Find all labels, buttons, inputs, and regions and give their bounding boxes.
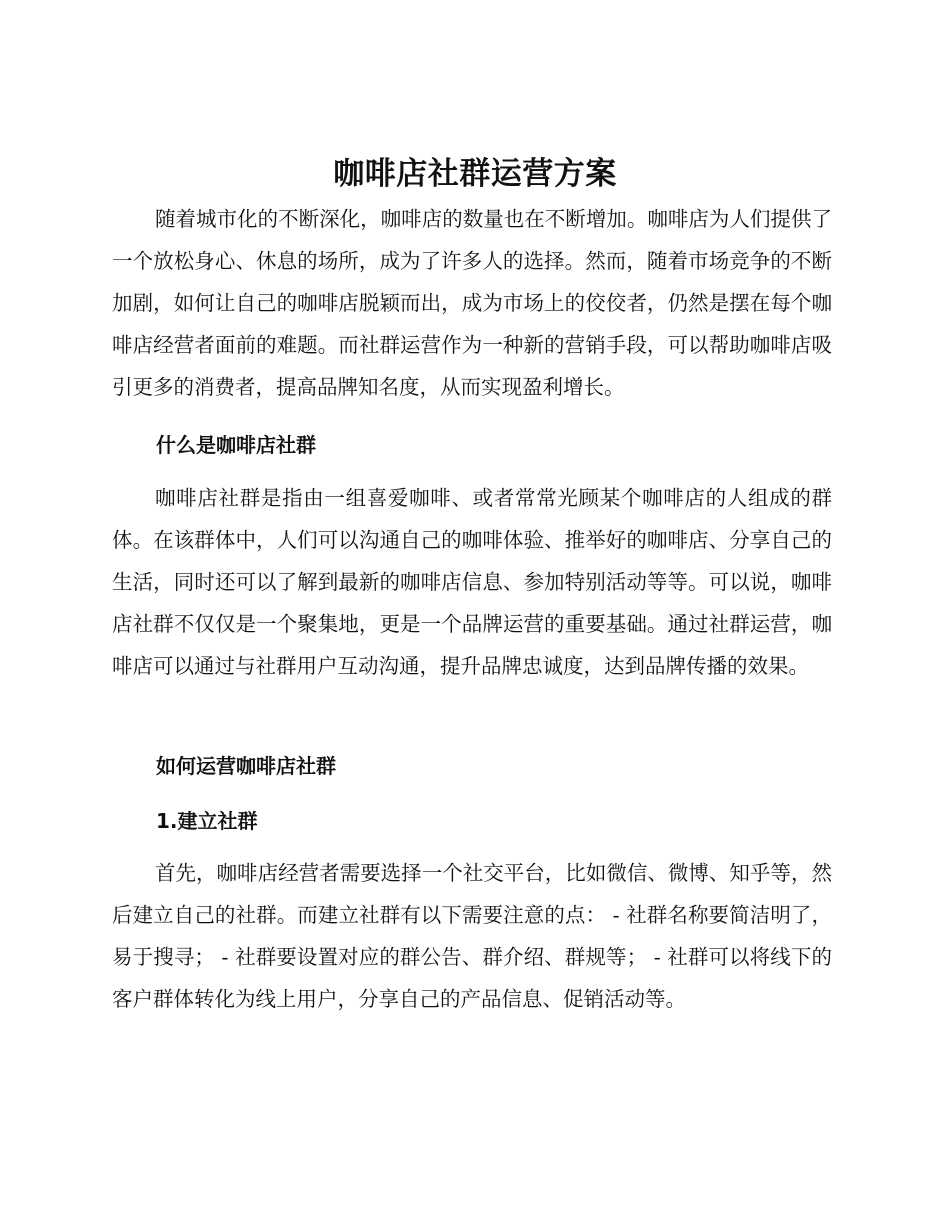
document-title: 咖啡店社群运营方案: [333, 156, 617, 192]
section-heading-what-is-community: 什么是咖啡店社群: [156, 433, 316, 457]
subsection-heading-build-community: 1.建立社群: [156, 809, 258, 833]
section-paragraph-what-is-community: 咖啡店社群是指由一组喜爱咖啡、或者常常光顾某个咖啡店的人组成的群体。在该群体中，人们可以沟通自己的咖啡体验、推举好的咖啡店、分享自己的生活，同时还可以了解到最新的咖啡店信息、参加特别活动等等。可以说，咖啡店社群不仅仅是一个聚集地，更是一个品牌运营的重要基础。通过社群运营，咖啡店可以通过与社群用户互动沟通，提升品牌忠诚度，达到品牌传播的效果。: [112, 486, 832, 678]
section-heading-how-to-operate: 如何运营咖啡店社群: [156, 754, 336, 778]
intro-paragraph: 随着城市化的不断深化，咖啡店的数量也在不断增加。咖啡店为人们提供了一个放松身心、休息的场所，成为了许多人的选择。然而，随着市场竞争的不断加剧，如何让自己的咖啡店脱颖而出，成为市场上的佼佼者，仍然是摆在每个咖啡店经营者面前的难题。而社群运营作为一种新的营销手段，可以帮助咖啡店吸引更多的消费者，提高品牌知名度，从而实现盈利增长。: [112, 207, 832, 399]
subsection-paragraph-build-community: 首先，咖啡店经营者需要选择一个社交平台，比如微信、微博、知乎等，然后建立自己的社群。而建立社群有以下需要注意的点： - 社群名称要简洁明了，易于搜寻； - 社群要设置对应的群公告、群介绍、群规等； - 社群可以将线下的客户群体转化为线上用户，分享自己的产品信息、促销活动等。: [112, 861, 832, 1011]
